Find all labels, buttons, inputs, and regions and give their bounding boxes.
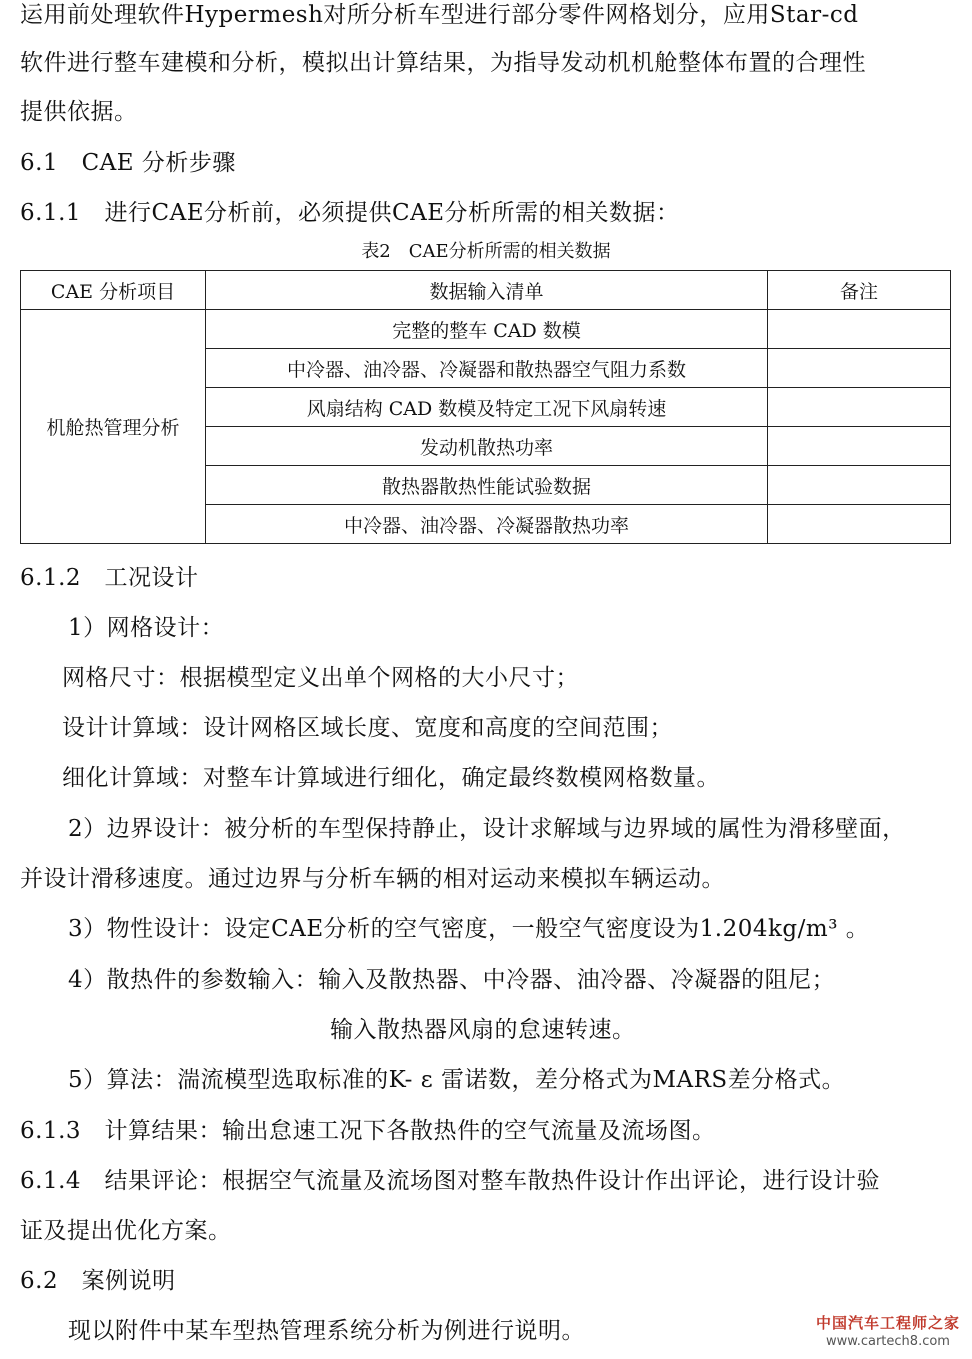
table-row [21, 310, 951, 349]
heading-6-1-3: 6.1.3 计算结果：输出怠速工况下各散热件的空气流量及流场图。 [20, 1118, 716, 1144]
table-cell: 散热器散热性能试验数据 [206, 466, 768, 505]
table-cell: 发动机散热功率 [206, 427, 768, 466]
header-analysis-item: CAE 分析项目 [21, 271, 206, 310]
final-paragraph: 现以附件中某车型热管理系统分析为例进行说明。 [68, 1318, 585, 1344]
step-4-parameters: 4）散热件的参数输入：输入及散热器、中冷器、油冷器、冷凝器的阻尼； [68, 967, 836, 993]
table-cell: 完整的整车 CAD 数模 [206, 310, 768, 349]
header-data-list: 数据输入清单 [206, 271, 768, 310]
heading-6-1-1: 6.1.1 进行CAE分析前，必须提供CAE分析所需的相关数据： [20, 200, 680, 226]
intro-line-1: 运用前处理软件Hypermesh对所分析车型进行部分零件网格划分，应用Star-cd [20, 2, 859, 28]
remarks-cell [768, 349, 951, 388]
heading-6-2: 6.2 案例说明 [20, 1268, 176, 1294]
step-2-continued: 并设计滑移速度。通过边界与分析车辆的相对运动来模拟车辆运动。 [20, 866, 725, 892]
table-cell: 中冷器、油冷器、冷凝器和散热器空气阻力系数 [206, 349, 768, 388]
table-cell: 风扇结构 CAD 数模及特定工况下风扇转速 [206, 388, 768, 427]
intro-line-2: 软件进行整车建模和分析，模拟出计算结果，为指导发动机机舱整体布置的合理性 [20, 50, 866, 76]
heading-6-1-2: 6.1.2 工况设计 [20, 565, 199, 591]
data-table [20, 270, 951, 544]
remarks-cell [768, 427, 951, 466]
step-1-mesh-design: 1）网格设计： [68, 615, 225, 641]
remarks-cell [768, 388, 951, 427]
step-1c-refine: 细化计算域：对整车计算域进行细化，确定最终数模网格数量。 [62, 765, 720, 791]
heading-6-1-4-continued: 证及提出优化方案。 [20, 1218, 232, 1244]
heading-6-1-4: 6.1.4 结果评论：根据空气流量及流场图对整车散热件设计作出评论，进行设计验 [20, 1168, 881, 1194]
step-3-properties: 3）物性设计：设定CAE分析的空气密度，一般空气密度设为1.204kg/m³ 。 [68, 916, 870, 942]
watermark-url: www.cartech8.com [826, 1334, 950, 1349]
group-label-cell: 机舱热管理分析 [21, 310, 206, 544]
step-2-boundary: 2）边界设计：被分析的车型保持静止，设计求解域与边界域的属性为滑移壁面， [68, 816, 906, 842]
table-header-row [21, 271, 951, 310]
watermark [816, 1312, 960, 1349]
step-1b-domain: 设计计算域：设计网格区域长度、宽度和高度的空间范围； [62, 715, 673, 741]
heading-6-1: 6.1 CAE 分析步骤 [20, 150, 236, 176]
table-caption: 表2 CAE分析所需的相关数据 [361, 241, 611, 262]
remarks-cell [768, 466, 951, 505]
watermark-text: 中国汽车工程师之家 [815, 1314, 960, 1332]
remarks-cell [768, 505, 951, 544]
step-5-algorithm: 5）算法：湍流模型选取标准的K- ε 雷诺数，差分格式为MARS差分格式。 [68, 1067, 846, 1093]
table-cell: 中冷器、油冷器、冷凝器散热功率 [206, 505, 768, 544]
step-4-continued: 输入散热器风扇的怠速转速。 [330, 1017, 636, 1043]
intro-line-3: 提供依据。 [20, 99, 138, 125]
header-remarks: 备注 [768, 271, 951, 310]
remarks-cell [768, 310, 951, 349]
step-1a-mesh-size: 网格尺寸：根据模型定义出单个网格的大小尺寸； [62, 665, 579, 691]
